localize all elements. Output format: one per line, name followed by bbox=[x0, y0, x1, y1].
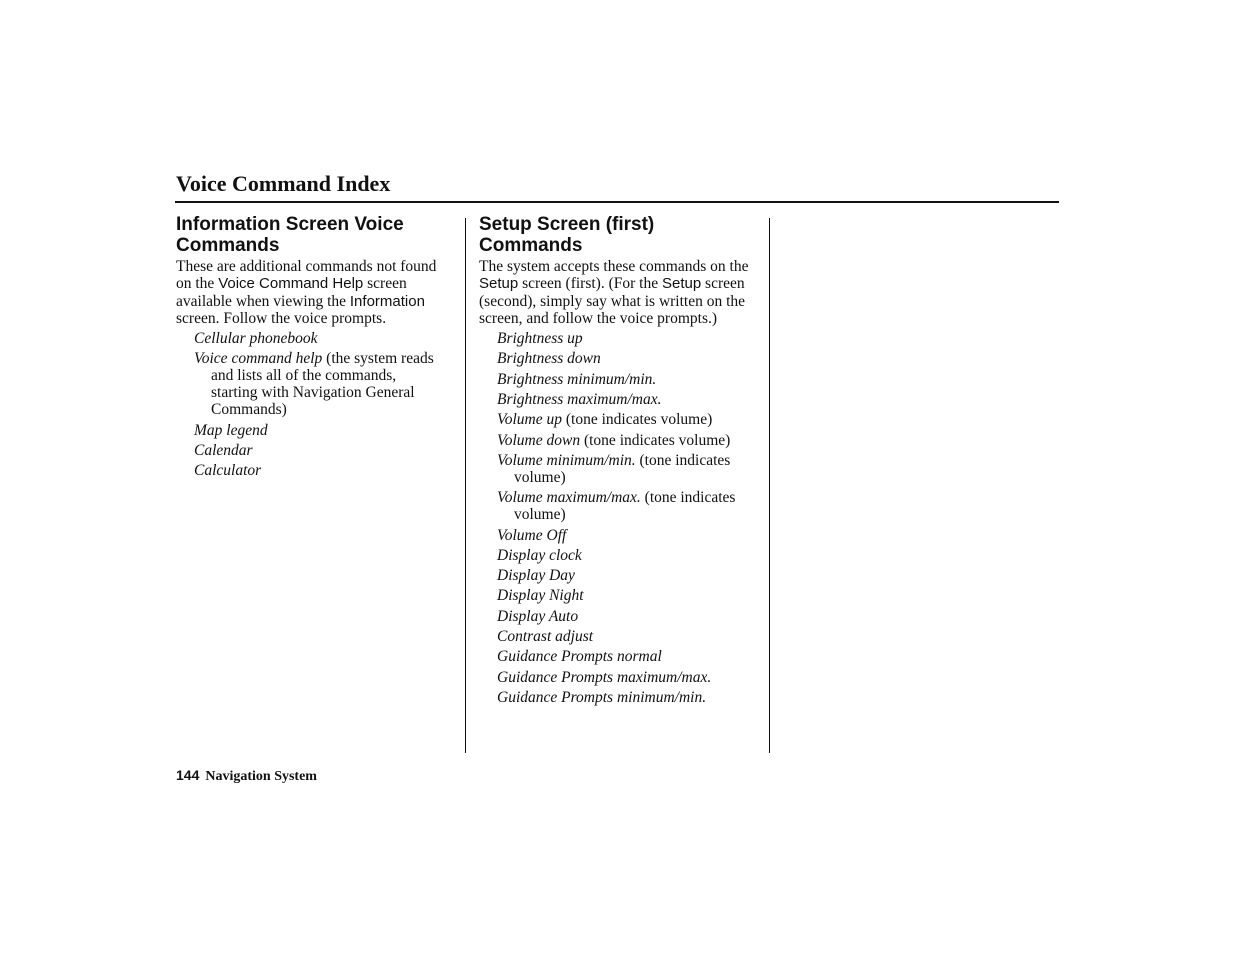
column-divider bbox=[465, 218, 466, 753]
command-item: Display clock bbox=[497, 546, 582, 564]
title-rule bbox=[175, 201, 1059, 203]
command-item: Brightness maximum/max. bbox=[497, 391, 662, 409]
ui-term: Information bbox=[349, 292, 425, 310]
section-heading: Setup Screen (first) Commands bbox=[479, 214, 655, 256]
command-item: Volume down (tone indicates volume) bbox=[497, 431, 731, 449]
command-item: Display Day bbox=[497, 567, 575, 585]
command-item: Volume up (tone indicates volume) bbox=[497, 411, 713, 429]
command-item: Brightness down bbox=[497, 350, 601, 368]
page-title: Voice Command Index bbox=[176, 171, 391, 196]
information-screen-section bbox=[176, 214, 446, 483]
ui-term: Voice Command Help bbox=[218, 275, 364, 293]
command-item: Guidance Prompts normal bbox=[497, 648, 662, 666]
command-item: Voice command help (the system reads and lists all of the commands, starting with Navigation General Commands) bbox=[194, 350, 434, 419]
command-item: Display Auto bbox=[497, 607, 579, 625]
page-number: 144 bbox=[176, 767, 200, 783]
section-intro: These are additional commands not found on the Voice Command Help screen available when viewing the Information screen. Follow the voice prompts. bbox=[176, 258, 437, 327]
footer-title: Navigation System bbox=[205, 769, 317, 784]
command-item: Volume maximum/max. (tone indicates volume) bbox=[497, 489, 736, 524]
ui-term: Setup bbox=[661, 275, 702, 293]
command-item: Brightness minimum/min. bbox=[497, 370, 657, 388]
command-item: Volume Off bbox=[497, 526, 567, 544]
page-footer bbox=[176, 767, 317, 785]
column-divider bbox=[769, 218, 770, 753]
command-item: Calculator bbox=[194, 462, 262, 480]
command-item: Calendar bbox=[194, 442, 253, 460]
ui-term: Setup bbox=[479, 275, 519, 293]
section-intro: The system accepts these commands on the Setup screen (first). (For the Setup screen (second), simply say what is written on the screen, and follow the voice prompts.) bbox=[479, 258, 749, 327]
command-list bbox=[176, 330, 446, 479]
command-item: Contrast adjust bbox=[497, 628, 594, 646]
command-item: Map legend bbox=[194, 421, 268, 439]
command-item: Cellular phonebook bbox=[194, 330, 318, 348]
command-item: Volume minimum/min. (tone indicates volume) bbox=[497, 451, 731, 486]
command-list bbox=[479, 330, 759, 706]
command-item: Display Night bbox=[497, 587, 584, 605]
command-item: Brightness up bbox=[497, 330, 583, 348]
command-item: Guidance Prompts maximum/max. bbox=[497, 668, 712, 686]
setup-screen-section bbox=[479, 214, 759, 709]
command-item: Guidance Prompts minimum/min. bbox=[497, 688, 707, 706]
section-heading: Information Screen Voice Commands bbox=[176, 214, 404, 256]
